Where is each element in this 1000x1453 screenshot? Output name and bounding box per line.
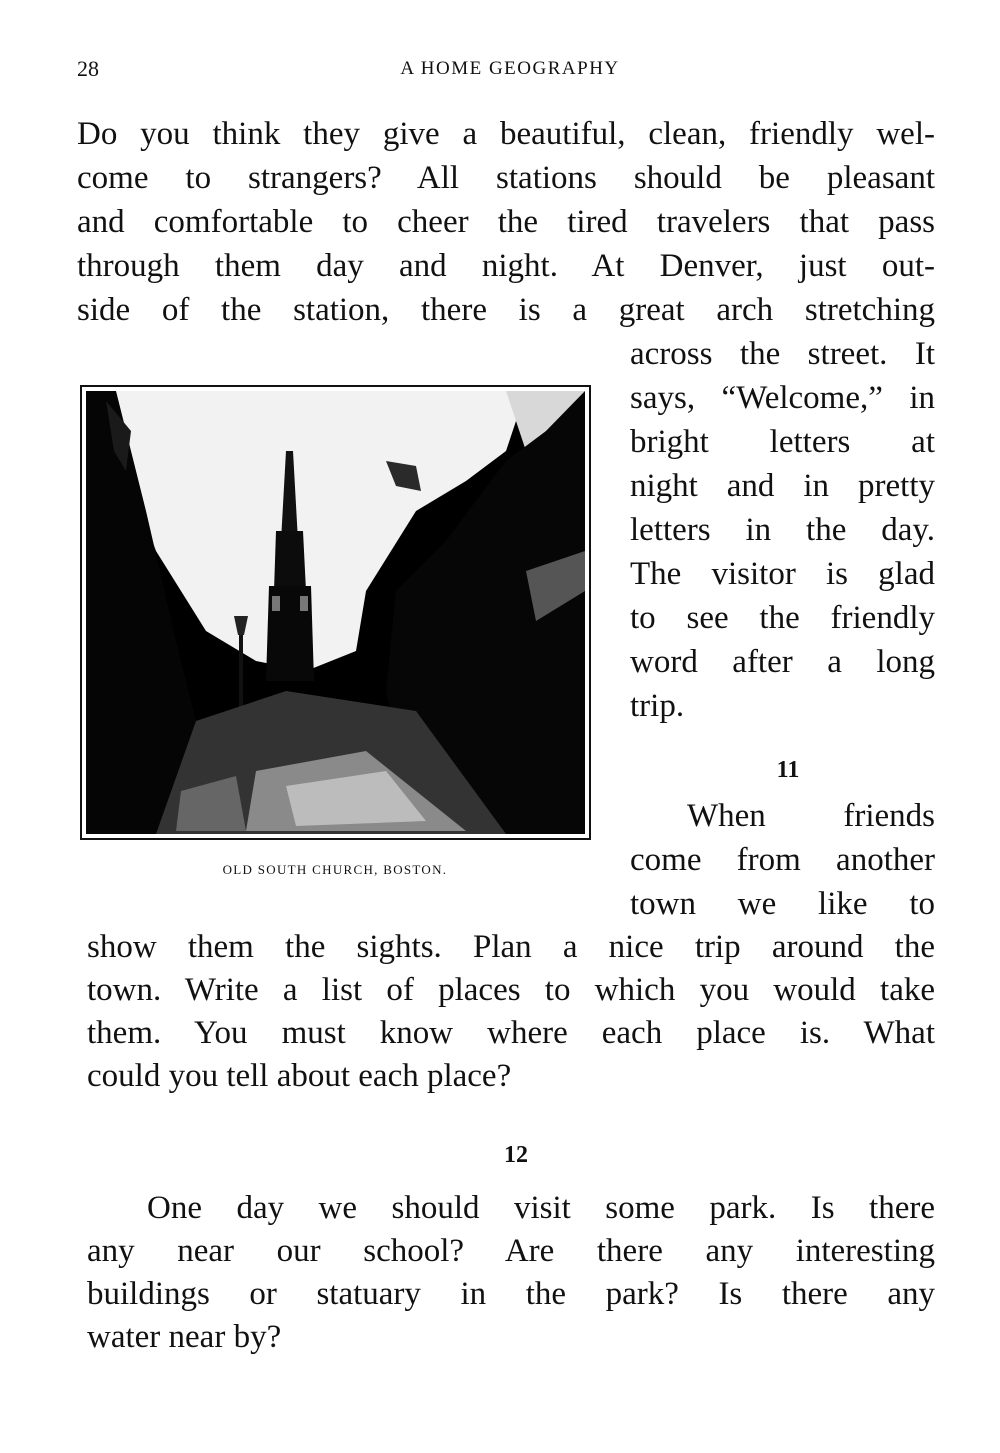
text-line: show them the sights. Plan a nice trip around the <box>87 929 935 965</box>
figure-photo <box>80 385 591 840</box>
text-line: buildings or statuary in the park? Is there any <box>87 1276 935 1312</box>
text-line: trip. <box>630 688 685 724</box>
text-line: come from another <box>630 842 935 878</box>
text-line: When friends <box>687 798 935 834</box>
page-number: 28 <box>77 56 99 81</box>
text-line: to see the friendly <box>630 600 935 636</box>
text-line: and comfortable to cheer the tired travelers that pass <box>77 204 935 240</box>
text-line: through them day and night. At Denver, just out- <box>77 248 935 284</box>
text-line: One day we should visit some park. Is there <box>147 1190 935 1226</box>
photo-street-scene <box>86 391 585 834</box>
text-line: any near our school? Are there any interesting <box>87 1233 935 1269</box>
text-line: Do you think they give a beautiful, clean, friendly wel- <box>77 116 935 152</box>
text-line: could you tell about each place? <box>87 1058 512 1094</box>
text-line: says, “Welcome,” in <box>630 380 935 416</box>
running-title: A HOME GEOGRAPHY <box>400 58 620 79</box>
text-line: side of the station, there is a great arch stretching <box>77 292 935 328</box>
section-number-11: 11 <box>776 757 800 783</box>
text-line: town we like to <box>630 886 935 922</box>
text-line: night and in pretty <box>630 468 935 504</box>
church-photo-illustration <box>86 391 585 834</box>
text-line: bright letters at <box>630 424 935 460</box>
text-line: town. Write a list of places to which you would take <box>87 972 935 1008</box>
text-line: The visitor is glad <box>630 556 935 592</box>
text-line: word after a long <box>630 644 935 680</box>
text-line: them. You must know where each place is. What <box>87 1015 935 1051</box>
text-line: across the street. It <box>630 336 935 372</box>
figure-caption: OLD SOUTH CHURCH, BOSTON. <box>222 862 448 877</box>
text-line: come to strangers? All stations should be pleasant <box>77 160 935 196</box>
section-number-12: 12 <box>504 1142 528 1168</box>
text-line: water near by? <box>87 1319 282 1355</box>
text-line: letters in the day. <box>630 512 935 548</box>
